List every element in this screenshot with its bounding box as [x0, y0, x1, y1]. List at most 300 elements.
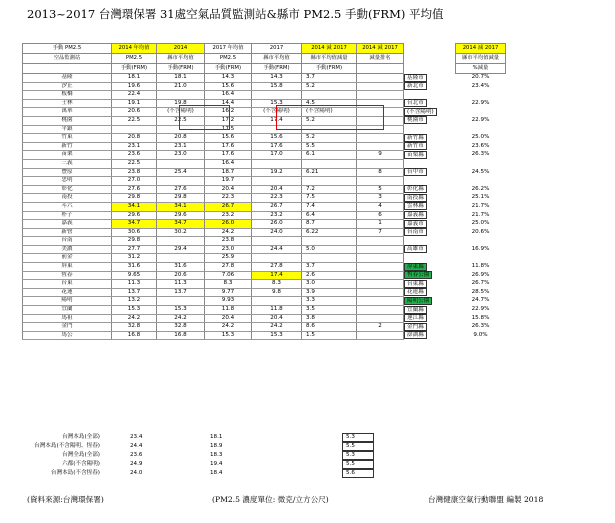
station-name: 嘉義 [23, 220, 112, 229]
header-cell: 2014 [157, 44, 205, 54]
header-cell: 縣市平均值 [157, 54, 205, 64]
reduction-rank [357, 91, 404, 100]
city-name: 苗栗縣 [404, 151, 427, 159]
city-name-cell [404, 159, 456, 168]
pm25-2014: 19.1 [112, 99, 157, 108]
summary-2014: 23.6 [130, 452, 143, 459]
city-avg-2014: 23.1 [157, 142, 205, 151]
pm25-2014: 11.3 [112, 280, 157, 289]
reduction-percent: 20.7% [471, 74, 490, 81]
pm25-2017: 9.77 [205, 288, 252, 297]
reduction-value: 6.1 [302, 151, 357, 160]
station-name: 花蓮 [23, 288, 112, 297]
station-name: 金門 [23, 323, 112, 332]
summary-label: 台灣本島(全部) [62, 434, 100, 441]
pm25-2014: 13.2 [112, 297, 157, 306]
header-cell: 2014 減 2017 [357, 44, 404, 54]
city-avg-2017: 27.8 [252, 263, 302, 272]
city-avg-2017 [252, 177, 302, 186]
pm25-2014 [112, 125, 157, 134]
pm25-2017: 20.4 [205, 314, 252, 323]
pm25-2017: 9.93 [205, 297, 252, 306]
city-avg-2014: 11.3 [157, 280, 205, 289]
city-avg-2017: 22.3 [252, 194, 302, 203]
pm25-2017: 22.3 [205, 194, 252, 203]
summary-spacer [100, 469, 122, 478]
station-name: 竹東 [23, 134, 112, 143]
station-name: 陽明 [23, 297, 112, 306]
city-name: 金門縣 [404, 323, 427, 331]
city-name: 花蓮縣 [404, 288, 427, 296]
reduction-percent [456, 254, 506, 263]
reduction-value: 2.6 [302, 271, 357, 280]
city-name: 基隆市 [404, 74, 427, 82]
city-avg-2014: 15.3 [157, 306, 205, 315]
spacer-cell [404, 44, 456, 54]
summary-2017: 18.9 [210, 443, 223, 450]
station-name: 汐止 [23, 82, 112, 91]
city-avg-2014 [157, 177, 205, 186]
reduction-rank [357, 177, 404, 186]
pm25-2017: 23.8 [205, 237, 252, 246]
city-avg-2017: 24.2 [252, 323, 302, 332]
pm25-2017: 17.6 [205, 151, 252, 160]
table-row [23, 142, 561, 151]
city-avg-2014: 22.5 [157, 116, 205, 125]
highlight-box-taipei-2017 [276, 105, 384, 130]
highlight-box-taipei-2014 [179, 105, 230, 130]
city-name: 雲林縣 [404, 202, 427, 210]
city-avg-2017: 19.2 [252, 168, 302, 177]
city-avg-2017: 17.4 [252, 271, 302, 280]
summary-label: 台灣本島(不含恆春) [50, 470, 100, 477]
summary-2017: 19.4 [210, 461, 223, 468]
city-name-cell [404, 228, 456, 237]
pm25-2017: 15.6 [205, 82, 252, 91]
table-row [23, 82, 561, 91]
station-name: 馬祖 [23, 314, 112, 323]
city-avg-2017: 15.8 [252, 82, 302, 91]
reduction-rank: 6 [357, 211, 404, 220]
city-avg-2014: 30.2 [157, 228, 205, 237]
reduction-percent: 23.6% [471, 142, 490, 149]
reduction-rank [357, 245, 404, 254]
header-cell: %減量 [456, 64, 506, 74]
city-avg-2017: 24.4 [252, 245, 302, 254]
table-row [23, 323, 561, 332]
city-name-cell [404, 314, 456, 323]
city-name-cell [404, 177, 456, 186]
reduction-percent: 26.3% [471, 151, 490, 158]
pm25-2017: 27.8 [205, 263, 252, 272]
reduction-value: 3.3 [302, 297, 357, 306]
reduction-value: 6.4 [302, 211, 357, 220]
pm25-2014: 15.3 [112, 306, 157, 315]
city-name-cell [404, 297, 456, 306]
reduction-percent: 26.3% [471, 323, 490, 330]
city-name: 台南市 [404, 228, 427, 236]
reduction-percent: 23.4% [471, 82, 490, 89]
header-row1 [23, 44, 561, 54]
reduction-percent: 28.5% [471, 288, 490, 295]
city-name-cell [404, 211, 456, 220]
reduction-percent: 11.8% [471, 263, 490, 270]
pm25-2014: 27.7 [112, 245, 157, 254]
table-row [23, 211, 561, 220]
summary-label: 台灣本島(不含陽明、恆春) [34, 443, 100, 450]
reduction-percent: 9.0% [473, 331, 488, 338]
pm25-2014: 23.6 [112, 151, 157, 160]
city-name: (不含陽明) [404, 108, 437, 116]
city-avg-2014: 29.6 [157, 211, 205, 220]
pm25-2014: 31.6 [112, 263, 157, 272]
city-name: 南投縣 [404, 194, 427, 202]
reduction-value: 3.9 [302, 288, 357, 297]
summary-label: 六都(不含陽明) [62, 461, 100, 468]
reduction-value: 6.21 [302, 168, 357, 177]
station-name: 斗六 [23, 202, 112, 211]
table-row [23, 91, 561, 100]
summary-2014: 24.9 [130, 461, 143, 468]
reduction-value: 3.0 [302, 280, 357, 289]
source-note: (資料來源:台灣環保署) [27, 495, 104, 504]
city-avg-2017: 17.4 [252, 116, 302, 125]
city-avg-2017: 20.4 [252, 314, 302, 323]
summary-diff-cell [282, 460, 422, 469]
table-row [23, 288, 561, 297]
pm25-2017: 11.8 [205, 306, 252, 315]
station-name: 屏東 [23, 263, 112, 272]
city-name-cell [404, 82, 456, 91]
reduction-percent [456, 125, 506, 134]
reduction-value: (不含陽明) [302, 108, 357, 117]
station-name: 朴子 [23, 211, 112, 220]
reduction-percent: 22.9% [471, 99, 490, 106]
city-name-cell [404, 74, 456, 83]
pm25-2017: 8.3 [205, 280, 252, 289]
header-cell: 手動(FRM) [252, 64, 302, 74]
city-avg-2017: 15.3 [252, 331, 302, 340]
station-name: 美濃 [23, 245, 112, 254]
reduction-rank [357, 237, 404, 246]
station-name: 桃園 [23, 116, 112, 125]
header-cell: 縣市平均值 [252, 54, 302, 64]
pm25-2014: 31.2 [112, 254, 157, 263]
city-avg-2014 [157, 254, 205, 263]
city-avg-2014: 13.7 [157, 288, 205, 297]
reduction-percent: 16.9% [471, 245, 490, 252]
city-avg-2017: 9.8 [252, 288, 302, 297]
table-row [23, 185, 561, 194]
reduction-value: 3.7 [302, 263, 357, 272]
table-row [23, 177, 561, 186]
summary-2017: 18.3 [210, 452, 223, 459]
station-name: 恆春 [23, 271, 112, 280]
reduction-rank [357, 134, 404, 143]
summary-label: 台灣全島(全部) [62, 452, 100, 459]
city-name-cell [404, 263, 456, 272]
table-row [23, 168, 561, 177]
city-avg-2014: 23.0 [157, 151, 205, 160]
reduction-rank [357, 306, 404, 315]
summary-diff-cell [282, 469, 422, 478]
summary-diff-cell [282, 451, 422, 460]
reduction-percent: 25.0% [471, 220, 490, 227]
city-name-cell [404, 125, 456, 134]
table-row [23, 254, 561, 263]
reduction-value [302, 159, 357, 168]
city-name: 連江縣 [404, 314, 427, 322]
reduction-rank [357, 297, 404, 306]
city-name-cell [404, 202, 456, 211]
pm25-2014: 9.65 [112, 271, 157, 280]
city-name-cell [404, 108, 456, 117]
city-name: 新竹市 [404, 142, 427, 150]
city-name-cell [404, 142, 456, 151]
summary-spacer [100, 433, 122, 442]
reduction-rank: 7 [357, 228, 404, 237]
header-cell: 2017 [252, 44, 302, 54]
table-row [23, 134, 561, 143]
reduction-value: 5.0 [302, 245, 357, 254]
pm25-2014: 34.7 [112, 220, 157, 229]
reduction-value: 1.5 [302, 331, 357, 340]
city-name: 桃園市 [404, 116, 427, 124]
table-row [23, 263, 561, 272]
city-avg-2017 [252, 91, 302, 100]
summary-diff: 5.6 [342, 469, 374, 478]
city-name: 高雄市 [404, 245, 427, 253]
city-avg-2014: 34.7 [157, 220, 205, 229]
summary-2014: 23.4 [130, 434, 143, 441]
pm25-2017: 16.4 [205, 159, 252, 168]
reduction-rank [357, 280, 404, 289]
city-avg-2014: 20.6 [157, 271, 205, 280]
reduction-value [302, 91, 357, 100]
unit-note: (PM2.5 濃度單位: 微克/立方公尺) [212, 495, 329, 504]
reduction-value: 7.5 [302, 194, 357, 203]
pm25-2014: 32.8 [112, 323, 157, 332]
reduction-value [302, 177, 357, 186]
pm25-2014: 22.5 [112, 159, 157, 168]
pm25-2017: 15.3 [205, 331, 252, 340]
reduction-percent: 24.7% [471, 297, 490, 304]
pm25-2017: 14.3 [205, 74, 252, 83]
city-name: 台北市 [404, 99, 427, 107]
pm25-2017: 16.2 [205, 108, 252, 117]
reduction-value: 7.2 [302, 185, 357, 194]
pm25-2014: 34.1 [112, 202, 157, 211]
table-row [23, 228, 561, 237]
city-name: 澎湖縣 [404, 331, 427, 339]
header-cell: 手動(FRM) [205, 64, 252, 74]
table-row [23, 271, 561, 280]
pm25-2014: 23.1 [112, 142, 157, 151]
pm25-2014: 23.8 [112, 168, 157, 177]
reduction-value: 8.6 [302, 323, 357, 332]
city-name-cell [404, 245, 456, 254]
station-name: 台東 [23, 280, 112, 289]
header-cell: 空品監測站 [23, 54, 112, 64]
header-cell: PM2.5 [205, 54, 252, 64]
pm25-2017: 25.9 [205, 254, 252, 263]
city-name-cell [404, 331, 456, 340]
header-cell [357, 64, 404, 74]
pm25-2014: 29.8 [112, 194, 157, 203]
city-avg-2017: 15.3 [252, 99, 302, 108]
city-avg-2014: 29.8 [157, 194, 205, 203]
spacer-cell [404, 64, 456, 74]
reduction-percent: 20.6% [471, 228, 490, 235]
city-name-cell [404, 306, 456, 315]
city-avg-2014: 32.8 [157, 323, 205, 332]
pm25-2017: 20.4 [205, 185, 252, 194]
reduction-rank: 5 [357, 185, 404, 194]
city-avg-2014: 16.8 [157, 331, 205, 340]
pm25-2017: 15.6 [205, 134, 252, 143]
pm25-2017: 17.5 [205, 125, 252, 134]
city-avg-2017: 11.8 [252, 306, 302, 315]
reduction-rank [357, 271, 404, 280]
spacer-cell [404, 54, 456, 64]
summary-2017: 18.4 [210, 470, 223, 477]
summary-diff-cell [282, 433, 422, 442]
city-name-cell [404, 185, 456, 194]
reduction-rank: 8 [357, 168, 404, 177]
reduction-percent: 26.9% [471, 271, 490, 278]
table-row [23, 159, 561, 168]
reduction-value: 5.5 [302, 142, 357, 151]
station-name: 馬公 [23, 331, 112, 340]
table-row [23, 151, 561, 160]
reduction-percent: 26.7% [471, 280, 490, 287]
city-avg-2014 [157, 91, 205, 100]
reduction-percent [456, 237, 506, 246]
station-name: 三義 [23, 159, 112, 168]
header-row3 [23, 64, 561, 74]
summary-row [22, 460, 422, 469]
pm25-2014: 20.6 [112, 108, 157, 117]
city-name: 宜蘭縣 [404, 306, 427, 314]
pm25-2017: 7.06 [205, 271, 252, 280]
pm25-2017: 26.7 [205, 202, 252, 211]
pm25-2017: 16.4 [205, 91, 252, 100]
station-name: 平鎮 [23, 125, 112, 134]
city-avg-2017: 23.2 [252, 211, 302, 220]
table-row [23, 194, 561, 203]
page-title: 2013~2017 台灣環保署 31處空氣品質監測站&縣市 PM2.5 手動(FRM) 平均值 [27, 7, 444, 21]
city-avg-2014 [157, 297, 205, 306]
reduction-percent: 21.7% [471, 202, 490, 209]
pm25-2014: 24.2 [112, 314, 157, 323]
reduction-percent: 25.0% [471, 134, 490, 141]
reduction-percent: 26.2% [471, 185, 490, 192]
city-avg-2014: 21.0 [157, 82, 205, 91]
pm25-2014: 13.7 [112, 288, 157, 297]
reduction-value: 7.4 [302, 202, 357, 211]
pm25-2017: 24.2 [205, 323, 252, 332]
table-row [23, 331, 561, 340]
city-avg-2014: 19.8 [157, 99, 205, 108]
table-row [23, 202, 561, 211]
city-name: 嘉義縣 [404, 211, 427, 219]
city-avg-2017: 17.6 [252, 142, 302, 151]
pm25-2014: 16.8 [112, 331, 157, 340]
header-cell: 2014 年均值 [112, 44, 157, 54]
summary-row [22, 442, 422, 451]
reduction-value: 3.7 [302, 74, 357, 83]
city-name-cell [404, 254, 456, 263]
reduction-value: 3.8 [302, 314, 357, 323]
station-name: 萬華 [23, 108, 112, 117]
reduction-value: 5.2 [302, 134, 357, 143]
reduction-value: 6.22 [302, 228, 357, 237]
header-row2 [23, 54, 561, 64]
header-cell: 2014 減 2017 [456, 44, 506, 54]
city-avg-2017: 14.3 [252, 74, 302, 83]
summary-row [22, 433, 422, 442]
city-name: 嘉義市 [404, 220, 427, 228]
summary-2017: 18.1 [210, 434, 223, 441]
city-name-cell [404, 280, 456, 289]
header-cell: PM2.5 [112, 54, 157, 64]
station-name: 台南 [23, 237, 112, 246]
station-name: 士林 [23, 99, 112, 108]
pm25-2014: 20.8 [112, 134, 157, 143]
pm25-2017: 17.6 [205, 142, 252, 151]
reduction-rank [357, 82, 404, 91]
header-cell: 縣市平均值減量 [456, 54, 506, 64]
city-name: 陽明公園 [404, 297, 432, 305]
city-name: 新北市 [404, 82, 427, 90]
reduction-percent: 15.8% [471, 314, 490, 321]
city-avg-2017: 20.4 [252, 185, 302, 194]
summary-table [22, 433, 422, 478]
table-row [23, 314, 561, 323]
summary-spacer [100, 451, 122, 460]
summary-diff: 5.3 [342, 451, 374, 460]
city-avg-2017: 26.0 [252, 220, 302, 229]
table-row [23, 220, 561, 229]
city-name: 台東縣 [404, 280, 427, 288]
summary-diff-cell [282, 442, 422, 451]
city-avg-2017: 15.6 [252, 134, 302, 143]
summary-diff: 5.3 [342, 433, 374, 442]
summary-row [22, 469, 422, 478]
summary-diff: 5.5 [342, 442, 374, 451]
reduction-percent [456, 108, 506, 117]
reduction-rank [357, 254, 404, 263]
header-cell: 2014 減 2017 [302, 44, 357, 54]
reduction-value: 4.5 [302, 99, 357, 108]
city-avg-2014: 31.6 [157, 263, 205, 272]
city-avg-2017: 8.3 [252, 280, 302, 289]
station-name: 南投 [23, 194, 112, 203]
reduction-value: 3.5 [302, 306, 357, 315]
station-name: 前金 [23, 254, 112, 263]
reduction-percent: 25.1% [471, 194, 490, 201]
header-cell: 2017 年均值 [205, 44, 252, 54]
reduction-percent [456, 159, 506, 168]
pm25-2017: 14.4 [205, 99, 252, 108]
city-name-cell [404, 91, 456, 100]
city-avg-2014 [157, 159, 205, 168]
city-name: 新竹縣 [404, 134, 427, 142]
station-name: 板橋 [23, 91, 112, 100]
summary-2014: 24.4 [130, 443, 143, 450]
table-row [23, 245, 561, 254]
city-name-cell [404, 237, 456, 246]
